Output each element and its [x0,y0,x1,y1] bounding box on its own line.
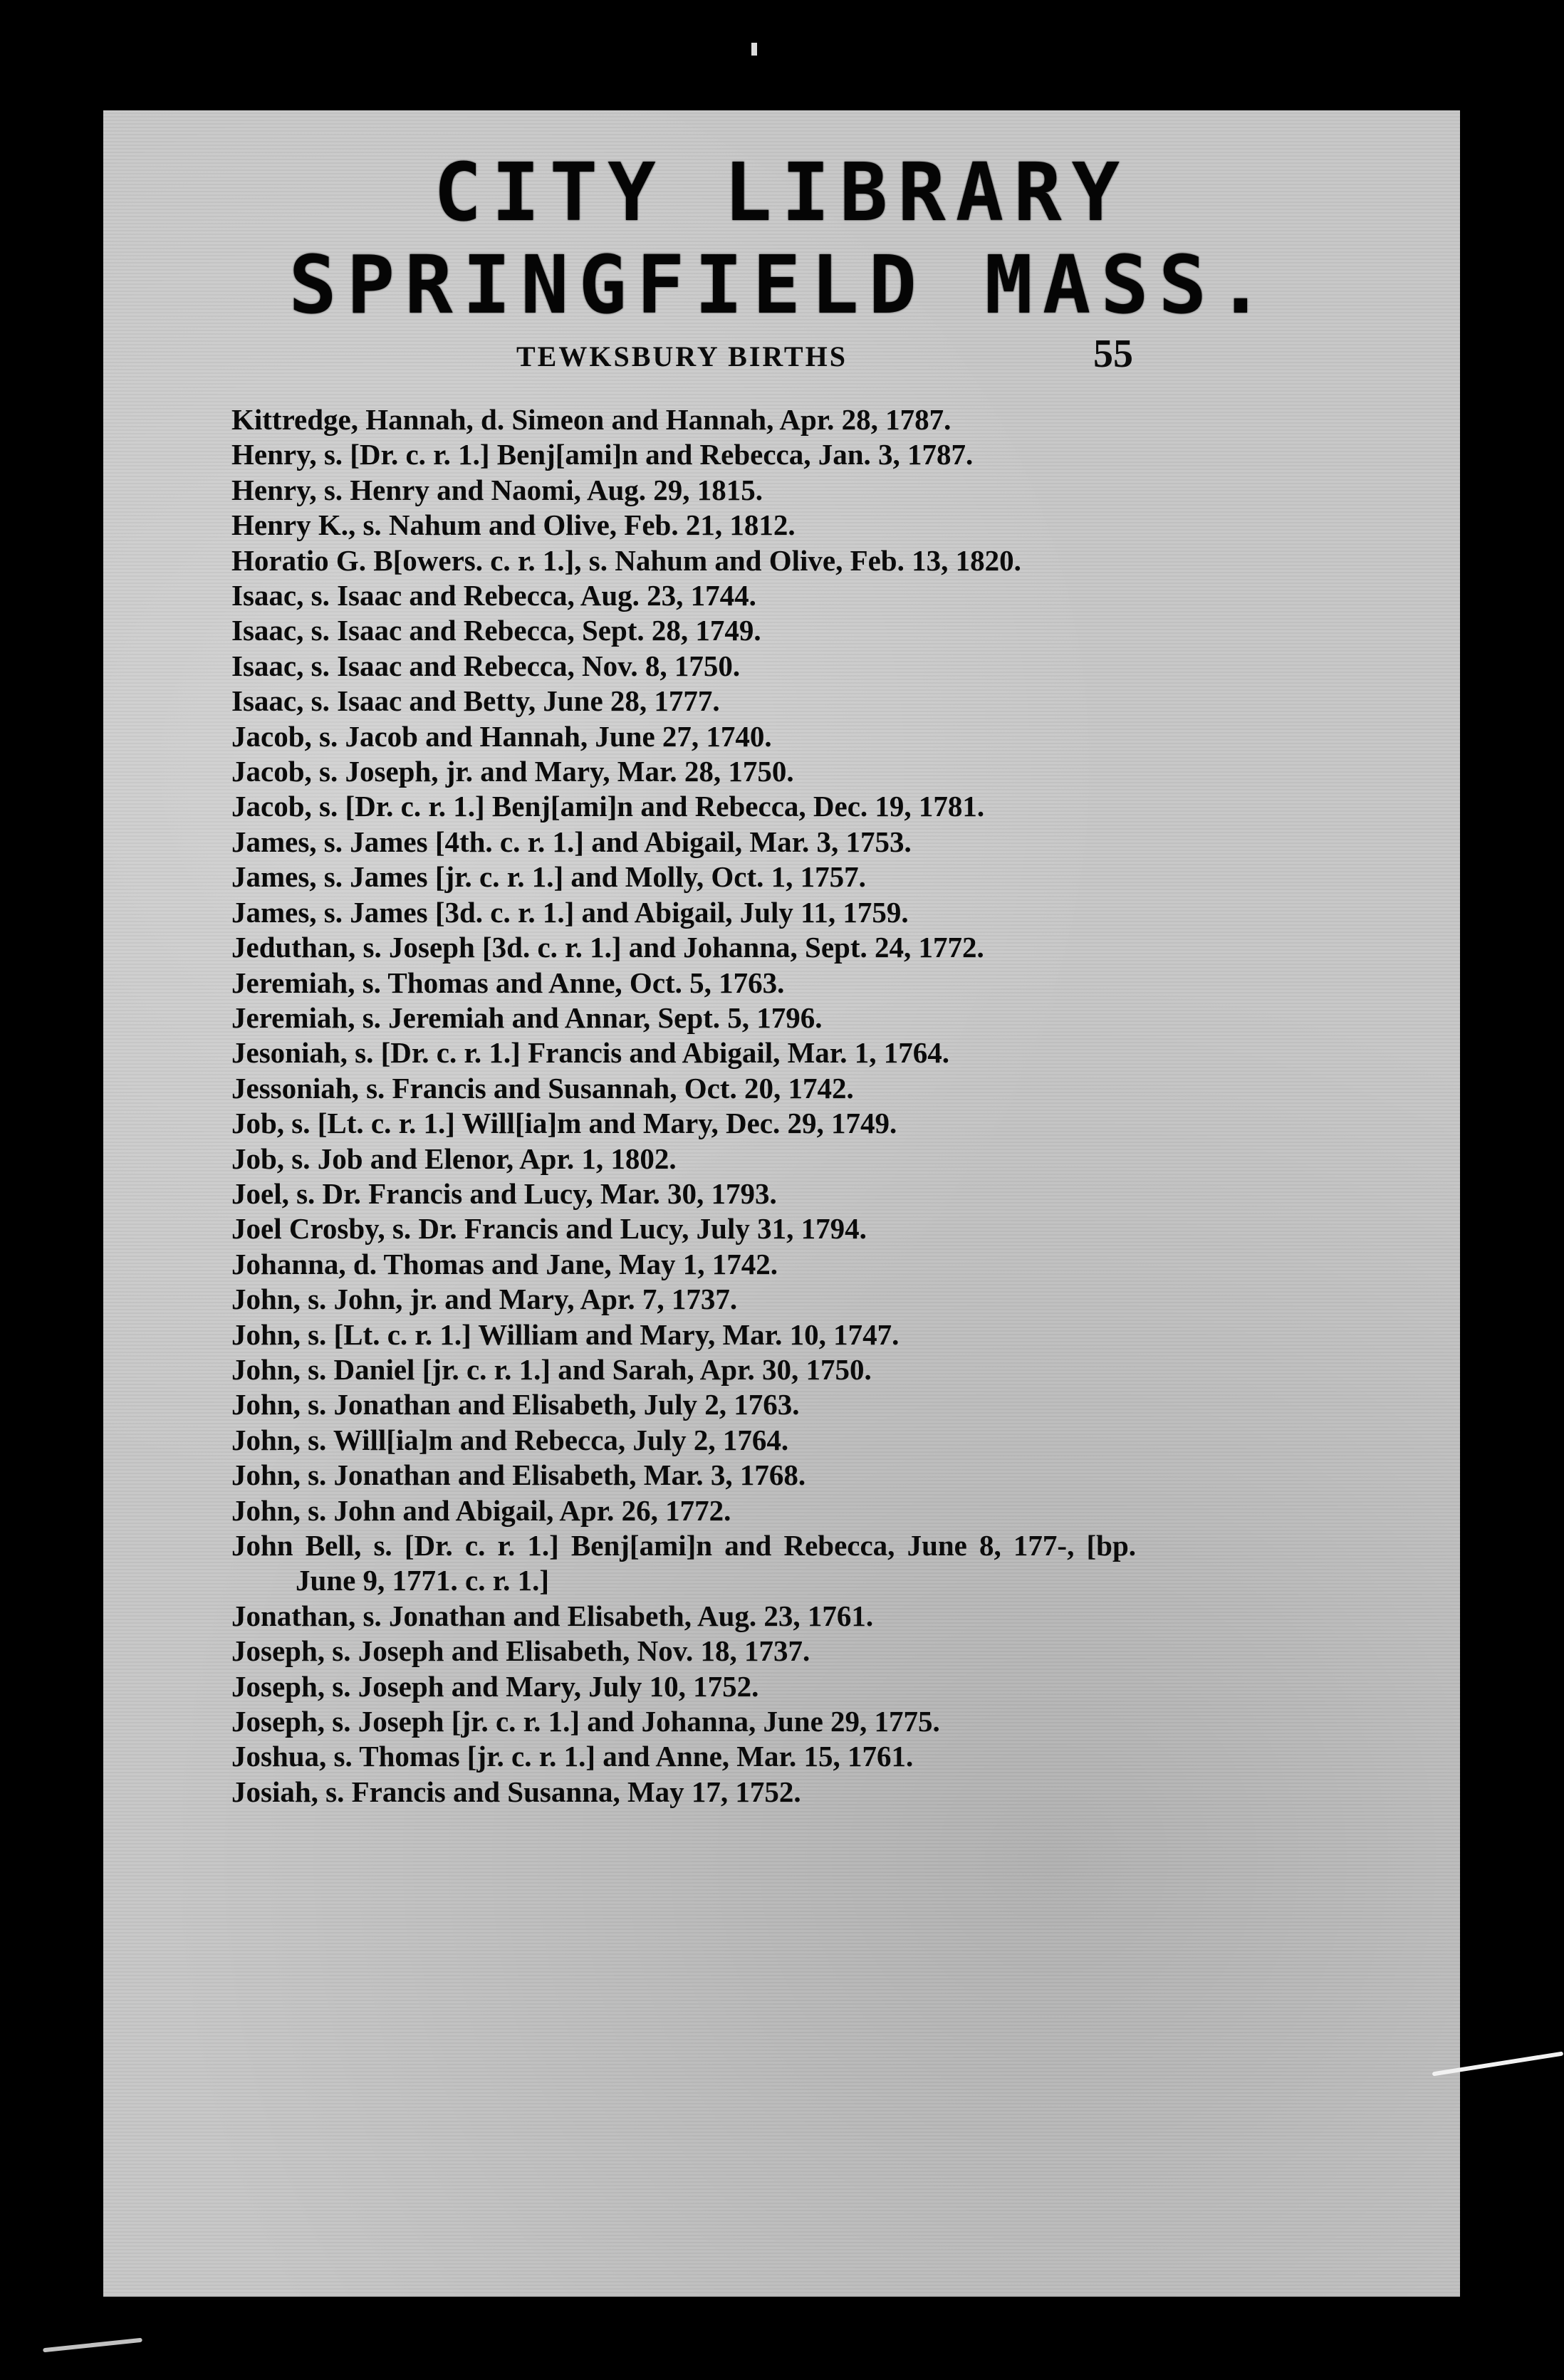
birth-record: John, s. Jonathan and Elisabeth, Mar. 3, 1768. [231,1458,806,1492]
birth-record: Job, s. Job and Elenor, Apr. 1, 1802. [231,1142,677,1175]
birth-record: Horatio G. B[owers. c. r. 1.], s. Nahum and Olive, Feb. 13, 1820. [231,543,1021,577]
birth-record: Job, s. [Lt. c. r. 1.] Will[ia]m and Mary, Dec. 29, 1749. [231,1107,897,1140]
birth-record: John, s. John and Abigail, Apr. 26, 1772. [231,1493,731,1527]
birth-record: John, s. [Lt. c. r. 1.] William and Mary, Mar. 10, 1747. [231,1317,900,1351]
birth-record: Josiah, s. Francis and Susanna, May 17, 1752. [231,1775,801,1808]
birth-record: Isaac, s. Isaac and Rebecca, Nov. 8, 1750. [231,649,741,682]
birth-record: John, s. Jonathan and Elisabeth, July 2, 1763. [231,1388,800,1421]
document-page [103,110,1460,2297]
birth-record: Jeremiah, s. Thomas and Anne, Oct. 5, 1763. [231,966,785,999]
birth-record: Isaac, s. Isaac and Betty, June 28, 1777. [231,684,720,718]
birth-record: Jesoniah, s. [Dr. c. r. 1.] Francis and Abigail, Mar. 1, 1764. [231,1036,949,1070]
birth-record: Joseph, s. Joseph and Mary, July 10, 1752. [231,1669,759,1703]
birth-record: Jacob, s. Joseph, jr. and Mary, Mar. 28, 1750. [231,755,794,788]
birth-record: Johanna, d. Thomas and Jane, May 1, 1742. [231,1247,778,1280]
birth-record: Isaac, s. Isaac and Rebecca, Aug. 23, 1744. [231,579,756,612]
birth-record: Jeduthan, s. Joseph [3d. c. r. 1.] and Johanna, Sept. 24, 1772. [231,931,984,964]
birth-record-list [231,402,1136,1810]
birth-record: Kittredge, Hannah, d. Simeon and Hannah, Apr. 28, 1787. [231,403,952,436]
birth-record: Joel Crosby, s. Dr. Francis and Lucy, July 31, 1794. [231,1212,867,1246]
library-stamp-line-2: SPRINGFIELD MASS. [288,239,1275,332]
page-number: 55 [1093,332,1133,376]
birth-record: Isaac, s. Isaac and Rebecca, Sept. 28, 1749. [231,614,761,647]
birth-record: Henry, s. Henry and Naomi, Aug. 29, 1815. [231,473,763,506]
birth-record: Henry K., s. Nahum and Olive, Feb. 21, 1812. [231,508,796,542]
film-scratch [43,2338,142,2353]
birth-record: Jacob, s. Jacob and Hannah, June 27, 1740. [231,719,772,753]
birth-record: John, s. Will[ia]m and Rebecca, July 2, 1764. [231,1423,789,1456]
birth-record: John, s. John, jr. and Mary, Apr. 7, 1737. [231,1283,738,1316]
birth-record: Jacob, s. [Dr. c. r. 1.] Benj[ami]n and Rebecca, Dec. 19, 1781. [231,790,985,823]
birth-record: Joel, s. Dr. Francis and Lucy, Mar. 30, 1793. [231,1176,777,1210]
birth-record: James, s. James [jr. c. r. 1.] and Molly, Oct. 1, 1757. [231,860,866,894]
birth-record: Jeremiah, s. Jeremiah and Annar, Sept. 5, 1796. [231,1001,823,1034]
birth-record: Jonathan, s. Jonathan and Elisabeth, Aug. 23, 1761. [231,1599,874,1632]
birth-record: James, s. James [4th. c. r. 1.] and Abigail, Mar. 3, 1753. [231,825,912,858]
birth-record: Joseph, s. Joseph [jr. c. r. 1.] and Johanna, June 29, 1775. [231,1705,940,1738]
birth-record: Joseph, s. Joseph and Elisabeth, Nov. 18, 1737. [231,1634,810,1668]
birth-record: Jessoniah, s. Francis and Susannah, Oct. 20, 1742. [231,1071,854,1105]
scan-artifact [751,43,757,56]
birth-record: John, s. Daniel [jr. c. r. 1.] and Sarah, Apr. 30, 1750. [231,1352,872,1386]
library-stamp-line-1: CITY LIBRARY [433,147,1130,239]
birth-record: John Bell, s. [Dr. c. r. 1.] Benj[ami]n and Rebecca, June 8, 177-, [bp. June 9, 1771. c. r. 1.] [231,1529,1136,1597]
birth-record: Henry, s. [Dr. c. r. 1.] Benj[ami]n and Rebecca, Jan. 3, 1787. [231,438,974,471]
running-title: TEWKSBURY BIRTHS [516,340,848,372]
birth-record: James, s. James [3d. c. r. 1.] and Abigail, July 11, 1759. [231,895,909,929]
birth-record: Joshua, s. Thomas [jr. c. r. 1.] and Anne, Mar. 15, 1761. [231,1740,914,1773]
